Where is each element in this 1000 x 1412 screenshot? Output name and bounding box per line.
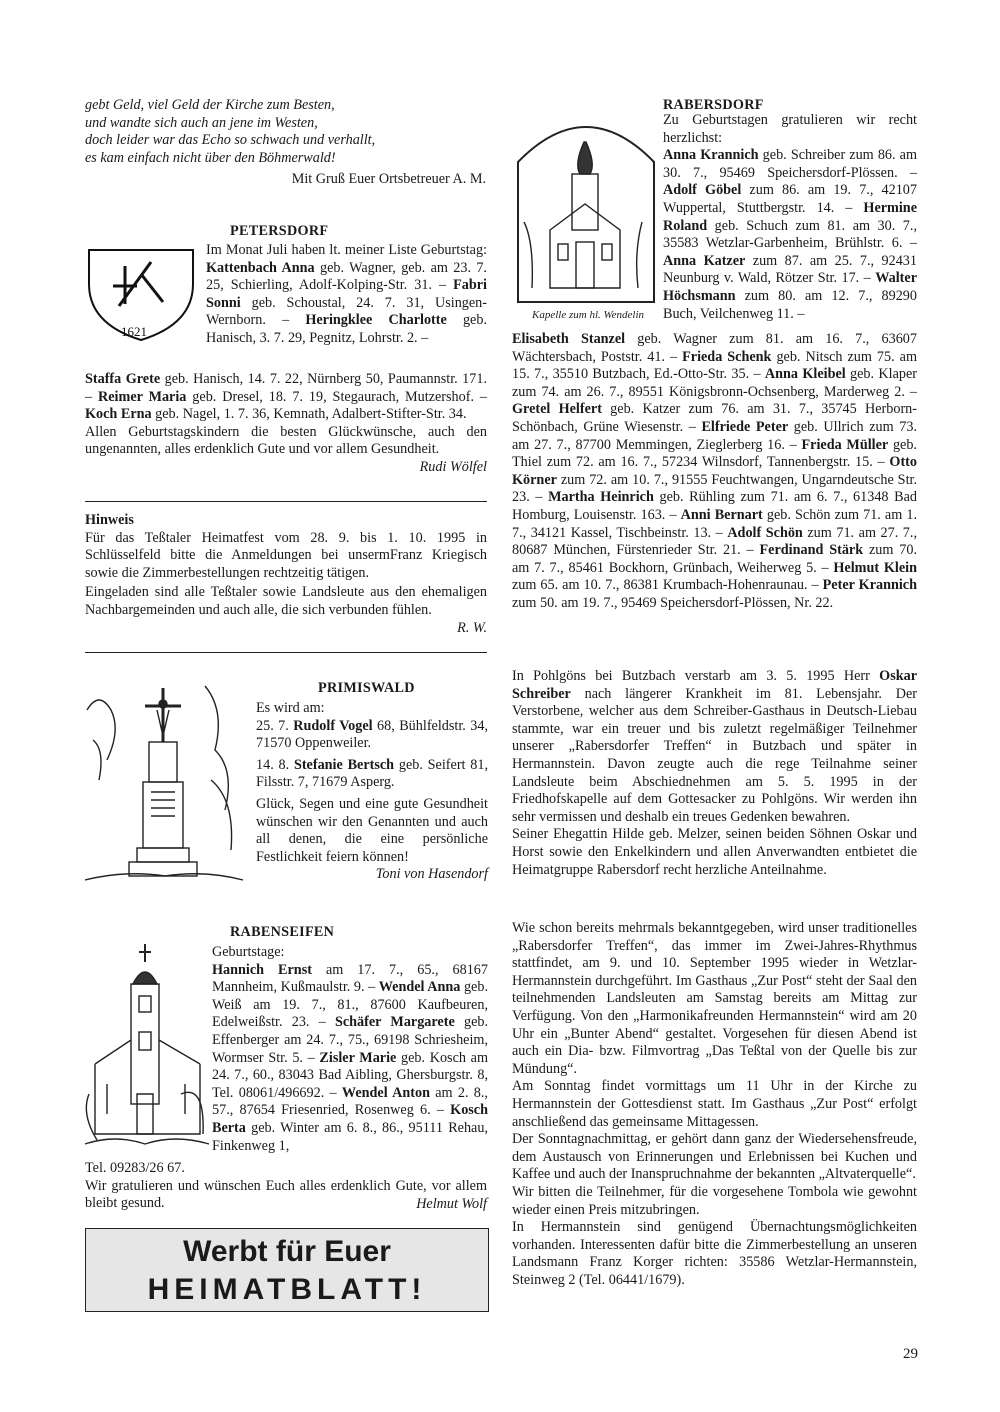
section-title-primiswald: PRIMISWALD <box>318 680 415 696</box>
hinweis-signature: R. W. <box>457 619 487 636</box>
obituary: In Pohlgöns bei Butzbach verstarb am 3. 5. 1995 Herr Oskar Schreiber nach längerer Krankheit im 81. Lebensjahr. Der Verstorbene, welcher aus dem Schreiber-Gasthaus in Deutsch-Liebau stammte, war ein treuer und bis zuletzt regelmäßiger Teilnehmer unserer „Rabersdorfer Treffen“ in Butzbach und später in Hermannstein. Davon zeugte auch die rege Teilnahme seiner Landsleute beim Abschiednehmen am 5. 5. 1995 in der Friedhofskapelle auf dem Gottesacker zu Pohlgöns. Wir werden ihn sehr vermissen und deshalb ein treues Gedenken bewahren. Seiner Ehegattin Hilde geb. Melzer, seinen beiden Söhnen Oskar und Horst sowie den Enkelkindern und allen Anverwandten entbietet die Heimatgruppe Rabersdorf recht herzliche Anteilnahme. <box>512 668 917 878</box>
petersdorf-wish: Allen Geburtstagskindern die besten Glückwünsche, auch den ungenannten, alles erdenklich Gute und vor allem Gesundheit. <box>85 423 487 458</box>
hinweis-p1: Für das Teßtaler Heimatfest vom 28. 9. bis 1. 10. 1995 in Schlüsselfeld bitte die Anmeldungen bei unsermFranz Kriegisch sowie die Zimmerbestellungen rechtzeitig tätigen. <box>85 529 487 581</box>
church-illustration <box>85 944 210 1159</box>
rabersdorf-text: Zu Geburtstagen gratulieren wir recht herzlichst: Anna Krannich geb. Schreiber zum 86. am 30. 7., 95469 Speichersdorf-Plössen. – Adolf Göbel zum 86. am 19. 7., 42107 Wuppertal, Stuttbergstr. 14. – Hermine Roland geb. Schuch zum 81. am 30. 7., 35583 Wetzlar-Garbenheim, Brühlstr. 6. – Anna Katzer zum 87. am 25. 7., 92431 Neunburg v. Wald, Rötzer Str. 17. – Walter Höchsmann zum 80. am 12. 7., 89290 Buch, Veilchenweg 11. – <box>663 112 917 322</box>
poem <box>85 97 487 167</box>
poem-line: doch leider war das Echo so schwach und verhallt, <box>85 132 376 149</box>
primiswald-wish: Glück, Segen und eine gute Gesundheit wünschen wir den Genannten und auch all denen, die eine persönliche Festlichkeit feiern können! <box>256 795 488 865</box>
advert-line1: Werbt für Euer <box>183 1235 391 1268</box>
poem-line: gebt Geld, viel Geld der Kirche zum Besten, <box>85 97 335 113</box>
petersdorf-text: Im Monat Juli haben lt. meiner Liste Geburtstag: Kattenbach Anna geb. Wagner, geb. am 23. 7. 25, Schierling, Adolf-Kolping-Str. 31. – Fabri Sonni geb. Schoustal, 24. 7. 31, Usingen-Wernborn. – Heringklee Charlotte geb. Hanisch, 3. 7. 29, Pegnitz, Lohrstr. 2. – <box>206 242 487 346</box>
treffen-announcement: Wie schon bereits mehrmals bekanntgegeben, wird unser traditionelles „Rabersdorfer Treffen“, das immer im Zwei-Jahres-Rhythmus stattfindet, am 9. und 10. September 1995 wieder in Wetzlar-Hermannstein durchgeführt. Im Gasthaus „Zur Post“ steht der Saal den teilnehmenden Landsleuten am Samstag bereits am Mittag zur Verfügung. Von den „Harmonikafreunden Hermannstein“ wird am 20 Uhr ein „Bunter Abend“ gestaltet. Vorgesehen für diesen Abend ist auch ein Dia- bzw. Filmvortrag „Das Teßtal von der Quelle bis zur Mündung“. Am Sonntag findet vormittags um 11 Uhr in der Kirche zu Hermannstein der Gottesdienst statt. Im Gasthaus „Zur Post“ erfolgt anschließend das gemeinsame Mittagessen. Der Sonntagnachmittag, er gehört dann ganz der Wiedersehensfreude, dem Austausch von Erinnerungen und Erlebnissen bei Kuchen und Kaffee und auch der Inanspruchnahme der bekannten „Altvaterquelle“. Wir bitten die Teilnehmer, für die vorgesehene Tombola wie gewohnt wieder einen Preis mitzubringen. In Hermannstein sind genügend Übernachtungsmöglichkeiten vorhanden. Interessenten dafür bitte die Zimmerbestellung an unseren Landsmann Franz Korger richten: 35586 Wetzlar-Hermannstein, Steinweg 2 (Tel. 06441/1679). <box>512 920 917 1288</box>
rabenseifen-wish: Wir gratulieren und wünschen Euch alles erdenklich Gute, vor allem bleibt gesund. <box>85 1177 487 1212</box>
hinweis-title: Hinweis <box>85 512 134 528</box>
advert-box <box>85 1228 489 1312</box>
poem-signature: Mit Gruß Euer Ortsbetreuer A. M. <box>291 171 486 187</box>
rabenseifen-text-cont: Tel. 09283/26 67. Wir gratulieren und wünschen Euch alles erdenklich Gute, vor allem bleibt gesund. <box>85 1160 487 1212</box>
section-title-rabenseifen: RABENSEIFEN <box>230 924 335 940</box>
petersdorf-signature: Rudi Wölfel <box>419 458 487 475</box>
poem-line: es kam einfach nicht über den Böhmerwald! <box>85 149 336 166</box>
divider <box>85 501 487 502</box>
chapel-emblem-illustration <box>510 112 662 332</box>
coat-of-arms-icon <box>85 244 199 344</box>
section-title-rabersdorf: RABERSDORF <box>663 97 764 113</box>
rabersdorf-text-cont: Elisabeth Stanzel geb. Wagner zum 81. am 16. 7., 63607 Wächtersbach, Poststr. 41. – Frieda Schenk geb. Nitsch zum 75. am 15. 7., 35510 Butzbach, Ed.-Otto-Str. 35. – Anna Kleibel geb. Klaper zum 74. am 26. 7., 89551 Königsbronn-Ochsenberg, Marderweg 2. – Gretel Helfert geb. Katzer zum 76. am 31. 7., 35745 Herborn-Schönbach, Grüne Wiesenstr. – Elfriede Peter geb. Ullrich zum 73. am 27. 7., 87700 Memmingen, Zieglerberg 16. – Frieda Müller geb. Thiel zum 72. am 16. 7., 57234 Wilnsdorf, Tannenbergstr. 15. – Otto Körner zum 72. am 10. 7., 91555 Feuchtwangen, Ungarndeutsche Str. 23. – Martha Heinrich geb. Rühling zum 71. am 6. 7., 61348 Bad Homburg, Louisenstr. 163. – Anni Bernart geb. Schön zum 71. am 1. 7., 34121 Kassel, Tischbeinstr. 13. – Adolf Schön zum 71. am 27. 7., 80687 München, Fürstenrieder Str. 21. – Ferdinand Stärk zum 70. am 7. 7., 85461 Bockhorn, Grünbach, Weiherweg 5. – Helmut Klein zum 65. am 10. 7., 86381 Krumbach-Hohenraunau. – Peter Krannich zum 50. am 19. 7., 95469 Speichersdorf-Plössen, Nr. 22. <box>512 331 918 611</box>
rabenseifen-text: Geburtstage: Hannich Ernst am 17. 7., 65., 68167 Mannheim, Kußmaulstr. 9. – Wendel Anna geb. Weiß am 19. 7., 81., 87600 Kaufbeuren, Edelweißstr. 23. – Schäfer Margarete geb. Effenberger am 24. 7., 75., 69198 Schriesheim, Wormser Str. 5. – Zisler Marie geb. Kosch am 24. 7., 60., 83043 Bad Aibling, Ghersburgstr. 8, Tel. 08061/496692. – Wendel Anton am 2. 8., 57., 87654 Friesenried, Rosenweg 6. – Kosch Berta geb. Winter am 6. 8., 86., 95111 Rehau, Finkenweg 1, <box>212 944 489 1154</box>
primiswald-signature: Toni von Hasendorf <box>375 866 488 883</box>
coat-of-arms-year: 1621 <box>121 324 147 339</box>
hinweis-p2: Eingeladen sind alle Teßtaler sowie Landsleute aus den ehemaligen Nachbargemeinden und auch alle, die sich verbunden fühlen. <box>85 584 487 618</box>
poem-line: und wandte sich auch an jene im Westen, <box>85 114 318 131</box>
page-number: 29 <box>903 1346 918 1362</box>
advert-line2: HEIMATBLATT! <box>147 1273 427 1306</box>
hinweis <box>85 512 487 637</box>
section-title-petersdorf: PETERSDORF <box>230 223 329 239</box>
wayside-cross-illustration <box>85 680 245 890</box>
petersdorf-text-cont: Staffa Grete geb. Hanisch, 14. 7. 22, Nürnberg 50, Paumannstr. 171. – Reimer Maria geb. Dresel, 18. 7. 19, Stegaurach, Mutzershof. – Koch Erna geb. Nagel, 1. 7. 36, Kemnath, Adalbert-Stifter-Str. 34. Allen Geburtstagskindern die besten Glückwünsche, auch den ungenannten, alles erdenklich Gute und vor allem Gesundheit. Rudi Wölfel <box>85 371 487 475</box>
divider <box>85 652 487 653</box>
chapel-emblem-caption: Kapelle zum hl. Wendelin <box>532 309 645 321</box>
rabenseifen-signature: Helmut Wolf <box>416 1196 487 1212</box>
primiswald-text: Es wird am: 25. 7. Rudolf Vogel 68, Bühlfeldstr. 34, 71570 Oppenweiler. 14. 8. Stefanie Bertsch geb. Seifert 81, Filsstr. 7, 71679 Asperg. Glück, Segen und eine gute Gesundheit wünschen wir den Genannten und auch all denen, die eine persönliche Festlichkeit feiern können! Toni von Hasendorf <box>256 700 488 883</box>
